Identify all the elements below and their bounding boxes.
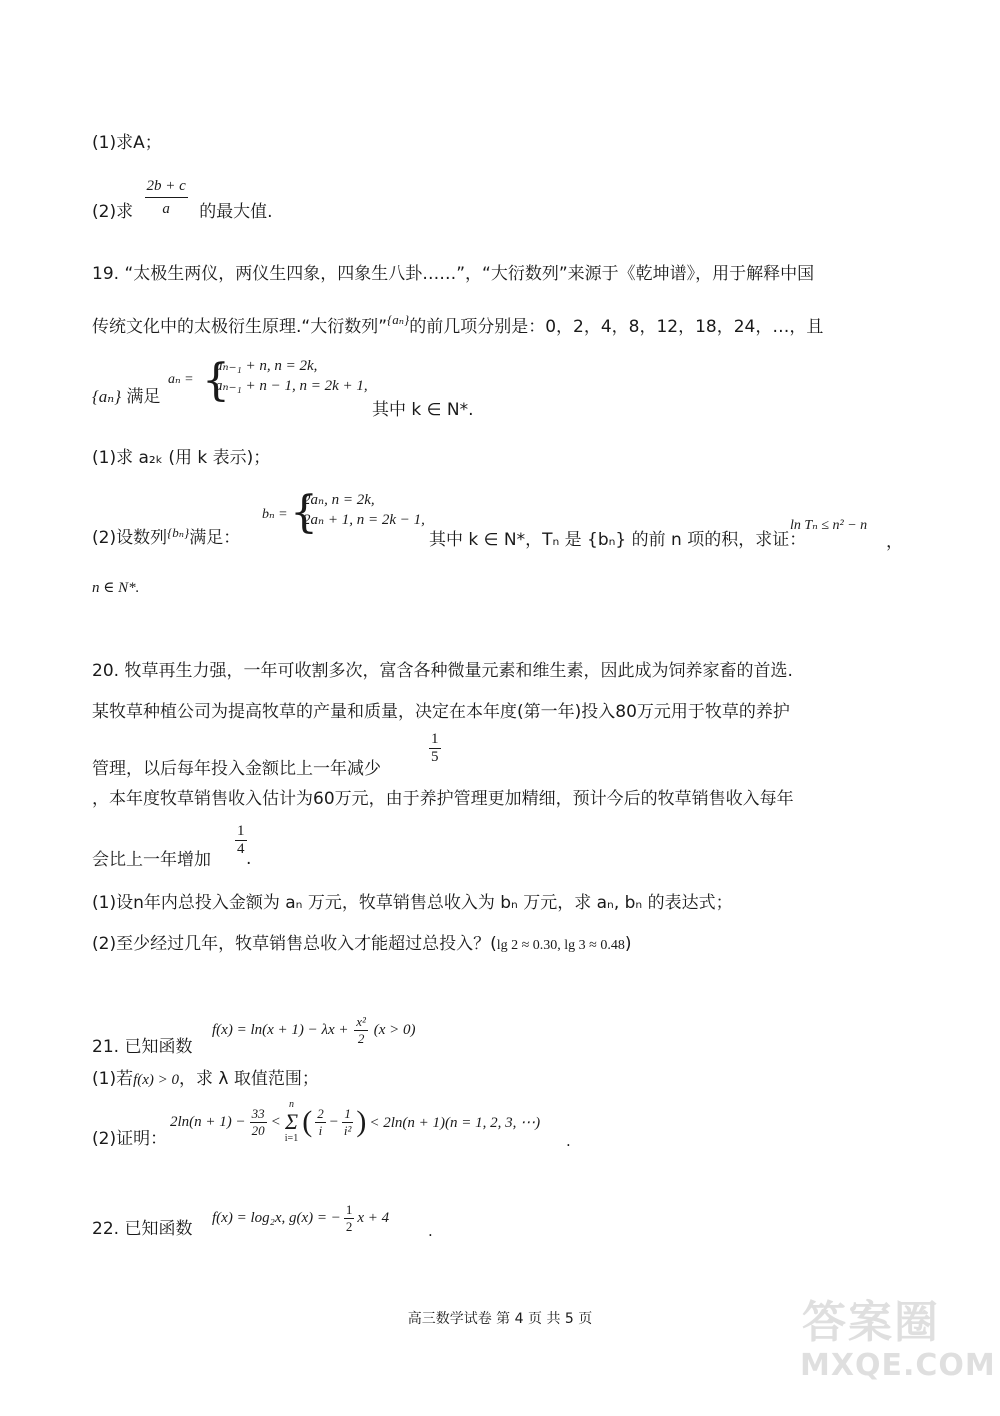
q18-part2 (92, 175, 273, 222)
q19-comma: ， (886, 532, 903, 552)
q18-part2-prefix: (2)求 (92, 201, 134, 222)
q21-tail: . (566, 1132, 571, 1150)
q19-bn-lhs: bₙ = (262, 507, 288, 522)
q18-part2-suffix: 的最大值. (199, 201, 273, 222)
q20-line5-tail: . (246, 849, 252, 869)
q19-part2-mid: 其中 k ∈ N*，Tₙ 是 {bₙ} 的前 n 项的积，求证： (429, 530, 807, 550)
q19-brace: { (202, 355, 230, 406)
watermark-logo: 答案圈 MXQE.COM (800, 1297, 996, 1383)
q19-part2-line2: n ∈ N*. (92, 580, 140, 596)
q19-line3: {aₙ} 满足 (92, 387, 161, 407)
sum-symbol: n Σ i=1 (284, 1099, 299, 1144)
q19-ineq: ln Tₙ ≤ n² − n (790, 518, 868, 533)
q20-part2: (2)至少经过几年，牧草销售总收入才能超过总投入？(lg 2 ≈ 0.30, lg 3 ≈ 0.48) (92, 934, 632, 954)
q20-frac2: $\frac{1}{4}$ (237, 823, 245, 857)
q21-inequality: 2ln(n + 1) − $\frac{33}{20}$ < n Σ i=1 ( $\frac{2}{i}$ − $\frac{1}{\text{i²}}$ ) < 2ln(n + 1)(n = 1, 2, 3, ⋯) (170, 1099, 541, 1144)
q19-seq-a: {aₙ} (387, 312, 410, 327)
q22-tail: . (428, 1222, 433, 1240)
q20-line1: 20. 牧草再生力强，一年可收割多次，富含各种微量元素和维生素，因此成为饲养家畜的首选. (92, 661, 793, 681)
q20-frac1: $\frac{1}{5}$ (431, 731, 439, 765)
q18-part1: (1)求A； (92, 133, 162, 153)
q20-line4: ，本年度牧草销售收入估计为60万元，由于养护管理更加精细，预计今后的牧草销售收入每年 (92, 789, 794, 809)
q20-line5: 会比上一年增加 (92, 850, 211, 870)
q20-line3: 管理，以后每年投入金额比上一年减少 (92, 759, 381, 779)
q19-line2: 传统文化中的太极衍生原理.“大衍数列”$^{\{a_n\}}$的前几项分别是：0，2，4，8，12，18，24，…，且 (92, 312, 824, 337)
q19-part2: (2)设数列$^{\{b_n\}}$满足： (92, 525, 241, 548)
page-footer: 高三数学试卷 第 4 页 共 5 页 (407, 1311, 593, 1327)
q18-fraction: $\frac{2b + c}{a}$ (145, 175, 188, 220)
q21-part1: (1)若f(x) > 0，求 λ 取值范围； (92, 1069, 319, 1089)
q20-part1: (1)设n年内总投入金额为 aₙ 万元，牧草销售总收入为 bₙ 万元，求 aₙ, bₙ 的表达式； (92, 893, 733, 913)
q19-line1: 19. “太极生两仪，两仪生四象，四象生八卦……”，“大衍数列”来源于《乾坤谱》，用于解释中国 (92, 264, 815, 284)
q19-part1: (1)求 a₂ₖ (用 k 表示)； (92, 448, 271, 468)
q19-line3-tail: 其中 k ∈ N*. (372, 400, 474, 420)
q21-part2: (2)证明： (92, 1129, 168, 1149)
q22-function: f(x) = log₂x, g(x) = − $\frac{1}{2}$ x + 4 (212, 1201, 390, 1234)
q19-an-lhs: aₙ = (168, 372, 194, 387)
q19-brace-b: { (290, 487, 318, 538)
q19-cases: aₙ₋₁ + n, n = 2k, aₙ₋₁ + n − 1, n = 2k + 1, (215, 358, 368, 394)
q20-line2: 某牧草种植公司为提高牧草的产量和质量，决定在本年度(第一年)投入80万元用于牧草的养护 (92, 702, 790, 722)
q22-label: 22. 已知函数 (92, 1219, 193, 1239)
q19-cases-b: 2aₙ, n = 2k, 2aₙ + 1, n = 2k − 1, (303, 492, 425, 528)
q21-label: 21. 已知函数 (92, 1037, 193, 1057)
q21-function: f(x) = ln(x + 1) − λx + $\frac{\text{x²}}{2}$ (x > 0) (212, 1014, 416, 1046)
